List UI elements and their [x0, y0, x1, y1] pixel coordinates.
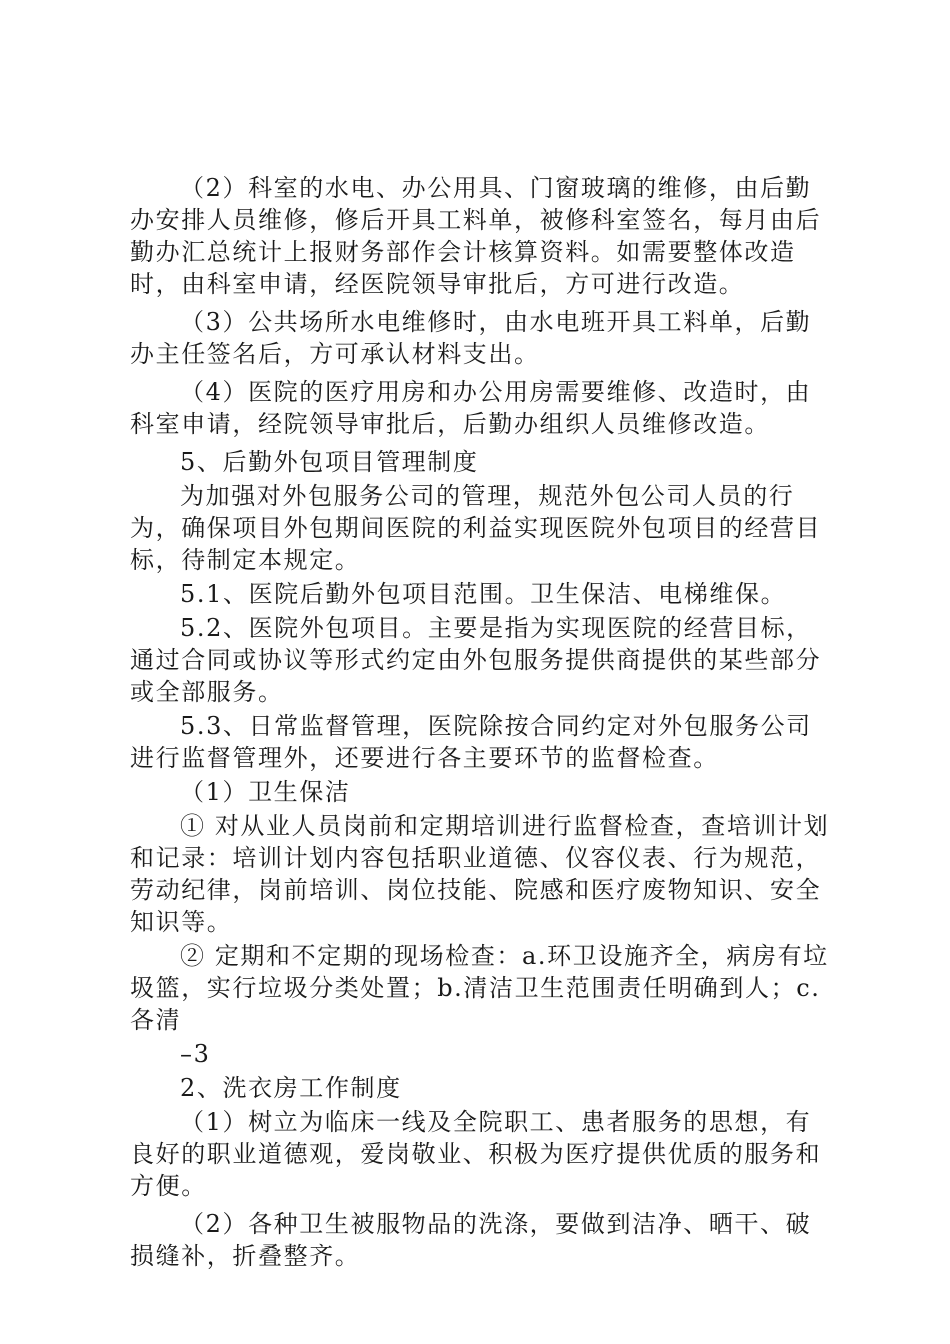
paragraph-outsourcing-purpose: 为加强对外包服务公司的管理，规范外包公司人员的行为，确保项目外包期间医院的利益实现医院外包项目的经营目标，待制定本规定。	[130, 482, 822, 574]
section-heading-laundry: 2、洗衣房工作制度	[180, 1074, 402, 1102]
paragraph-laundry-1: （1）树立为临床一线及全院职工、患者服务的思想，有良好的职业道德观，爱岗敬业、积极为医疗提供优质的服务和方便。	[130, 1108, 822, 1200]
paragraph-laundry-2: （2）各种卫生被服物品的洗涤，要做到洁净、晒干、破损缝补，折叠整齐。	[130, 1210, 812, 1270]
paragraph-medical-rooms: （4）医院的医疗用房和办公用房需要维修、改造时，由科室申请，经院领导审批后，后勤办组织人员维修改造。	[130, 378, 812, 438]
subheading-cleaning: （1）卫生保洁	[180, 778, 351, 806]
document-body	[130, 172, 835, 1278]
paragraph-site-check: ② 定期和不定期的现场检查：a.环卫设施齐全，病房有垃圾篮，实行垃圾分类处置；b.清洁卫生范围责任明确到人；c.各清	[130, 942, 829, 1034]
paragraph-5-1: 5.1、医院后勤外包项目范围。卫生保洁、电梯维保。	[180, 580, 787, 608]
page-number: –3	[180, 1040, 211, 1068]
paragraph-public-repair: （3）公共场所水电维修时，由水电班开具工料单，后勤办主任签名后，方可承认材料支出。	[130, 308, 812, 368]
paragraph-5-3: 5.3、日常监督管理，医院除按合同约定对外包服务公司进行监督管理外，还要进行各主要环节的监督检查。	[130, 712, 812, 772]
paragraph-5-2: 5.2、医院外包项目。主要是指为实现医院的经营目标，通过合同或协议等形式约定由外包服务提供商提供的某些部分或全部服务。	[130, 614, 822, 706]
paragraph-training-check: ① 对从业人员岗前和定期培训进行监督检查，查培训计划和记录：培训计划内容包括职业道德、仪容仪表、行为规范，劳动纪律，岗前培训、岗位技能、院感和医疗废物知识、安全知识等。	[130, 812, 830, 936]
paragraph-repair-dept: （2）科室的水电、办公用具、门窗玻璃的维修，由后勤办安排人员维修，修后开具工料单，被修科室签名，每月由后勤办汇总统计上报财务部作会计核算资料。如需要整体改造时，由科室申请，经医院领导审批后，方可进行改造。	[130, 174, 822, 298]
section-heading-outsourcing: 5、后勤外包项目管理制度	[180, 448, 479, 476]
